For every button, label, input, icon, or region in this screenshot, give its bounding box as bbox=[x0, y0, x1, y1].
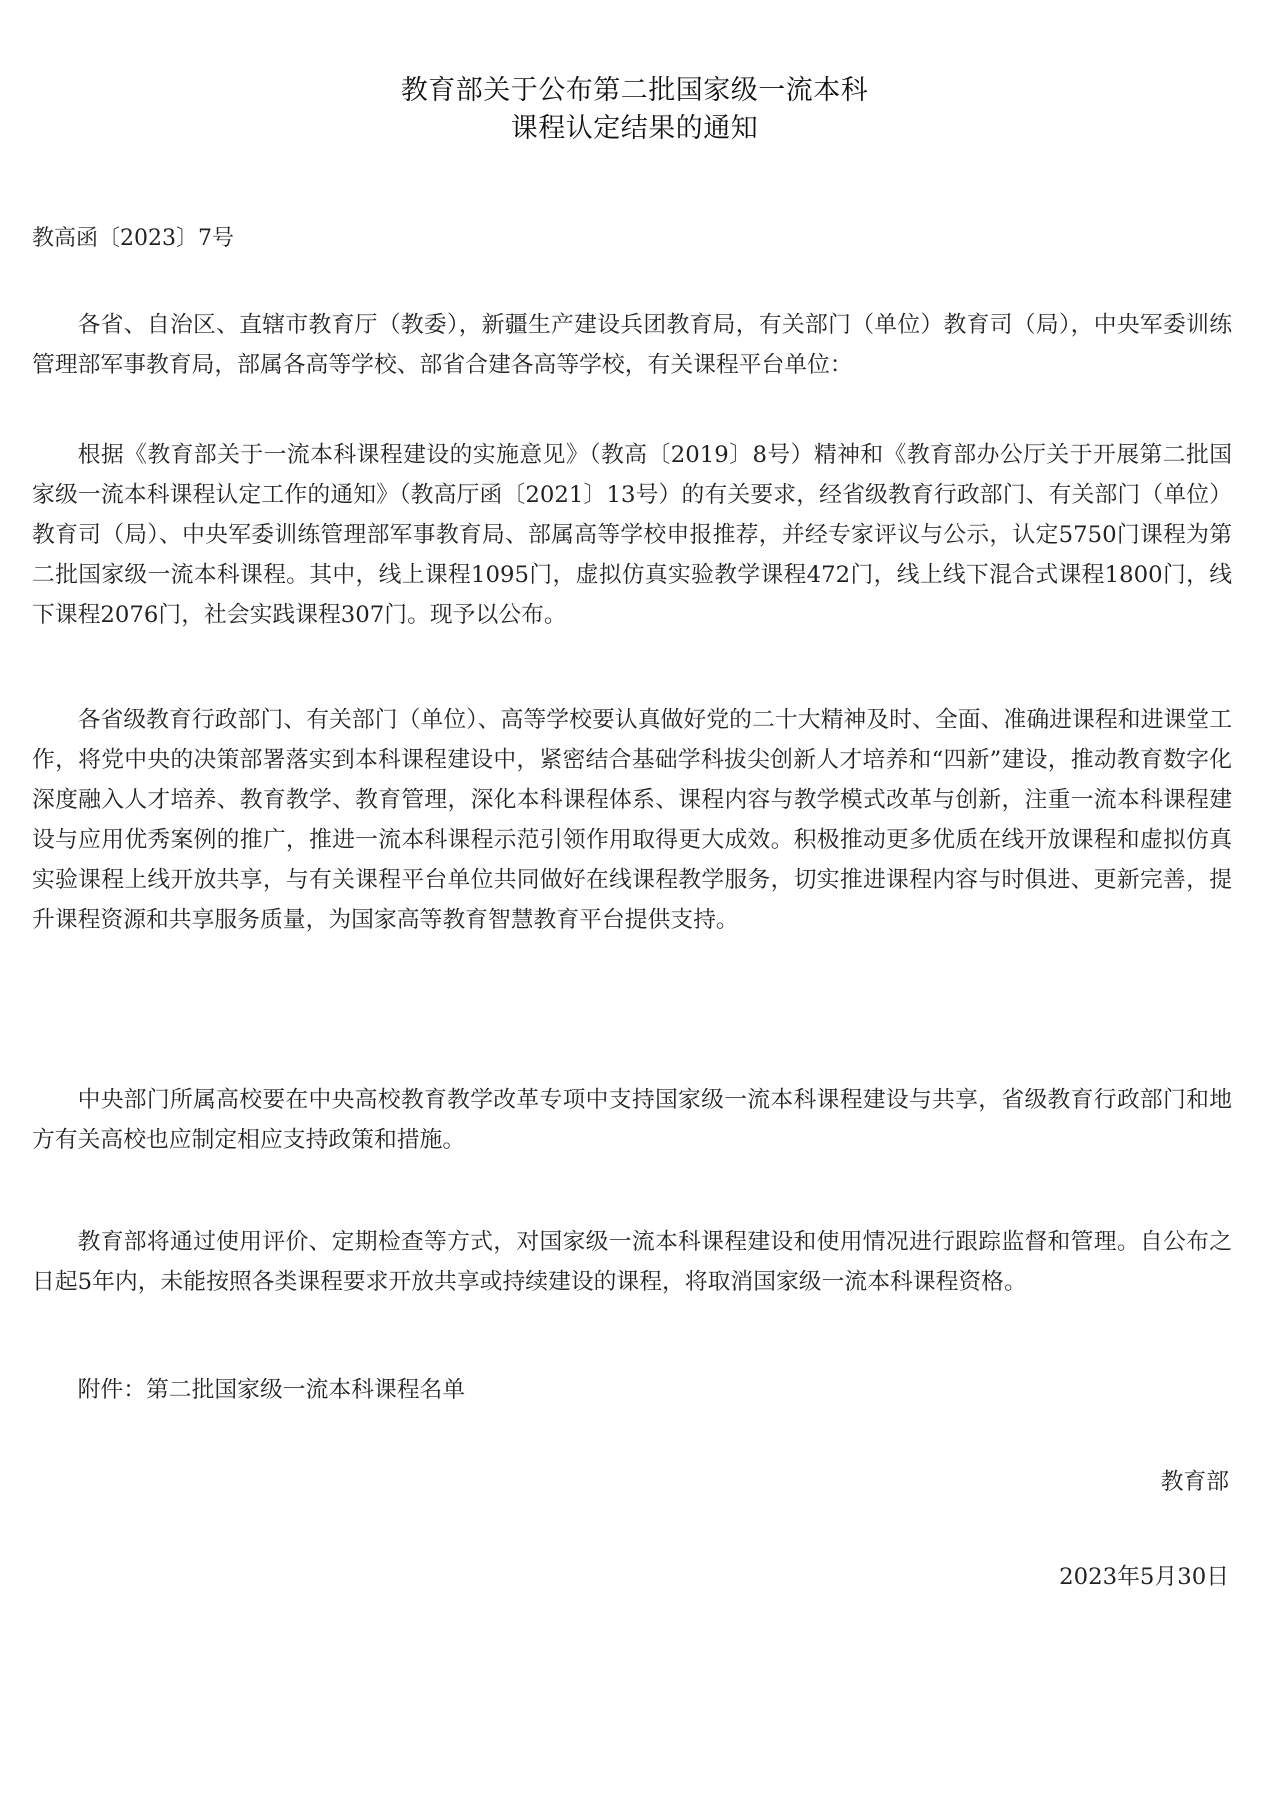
attachment-block bbox=[32, 1370, 1232, 1410]
salutation-block bbox=[32, 305, 1232, 385]
salutation-paragraph: 各省、自治区、直辖市教育厅（教委），新疆生产建设兵团教育局，有关部门（单位）教育司（局），中央军委训练管理部军事教育局，部属各高等学校、部省合建各高等学校，有关课程平台单位： bbox=[32, 312, 1232, 378]
body-paragraph-2 bbox=[32, 700, 1232, 940]
title-line-2: 课程认定结果的通知 bbox=[510, 113, 759, 144]
signatory: 教育部 bbox=[1160, 1469, 1229, 1495]
paragraph-text: 教育部将通过使用评价、定期检查等方式，对国家级一流本科课程建设和使用情况进行跟踪监督和管理。自公布之日起5年内，未能按照各类课程要求开放共享或持续建设的课程，将取消国家级一流本科课程资格。 bbox=[32, 1229, 1232, 1295]
paragraph-text: 各省级教育行政部门、有关部门（单位）、高等学校要认真做好党的二十大精神及时、全面、准确进课程和进课堂工作，将党中央的决策部署落实到本科课程建设中，紧密结合基础学科拔尖创新人才培养和“四新”建设，推动教育数字化深度融入人才培养、教育教学、教育管理，深化本科课程体系、课程内容与教学模式改革与创新，注重一流本科课程建设与应用优秀案例的推广，推进一流本科课程示范引领作用取得更大成效。积极推动更多优质在线开放课程和虚拟仿真实验课程上线开放共享，与有关课程平台单位共同做好在线课程教学服务，切实推进课程内容与时俱进、更新完善，提升课程资源和共享服务质量，为国家高等教育智慧教育平台提供支持。 bbox=[32, 707, 1232, 933]
document-number: 教高函〔2023〕7号 bbox=[32, 226, 234, 251]
body-paragraph-1 bbox=[32, 435, 1232, 635]
paragraph-text: 中央部门所属高校要在中央高校教育教学改革专项中支持国家级一流本科课程建设与共享，省级教育行政部门和地方有关高校也应制定相应支持政策和措施。 bbox=[32, 1087, 1232, 1153]
document-title bbox=[0, 72, 1269, 148]
body-paragraph-4 bbox=[32, 1222, 1232, 1302]
issue-date: 2023年5月30日 bbox=[1059, 1564, 1229, 1590]
title-line-1: 教育部关于公布第二批国家级一流本科 bbox=[400, 75, 869, 106]
body-paragraph-3 bbox=[32, 1080, 1232, 1160]
attachment-line: 附件：第二批国家级一流本科课程名单 bbox=[77, 1377, 466, 1403]
paragraph-text: 根据《教育部关于一流本科课程建设的实施意见》（教高〔2019〕8号）精神和《教育部办公厅关于开展第二批国家级一流本科课程认定工作的通知》（教高厅函〔2021〕13号）的有关要求，经省级教育行政部门、有关部门（单位）教育司（局）、中央军委训练管理部军事教育局、部属高等学校申报推荐，并经专家评议与公示，认定5750门课程为第二批国家级一流本科课程。其中，线上课程1095门，虚拟仿真实验教学课程472门，线上线下混合式课程1800门，线下课程2076门，社会实践课程307门。现予以公布。 bbox=[32, 442, 1232, 628]
